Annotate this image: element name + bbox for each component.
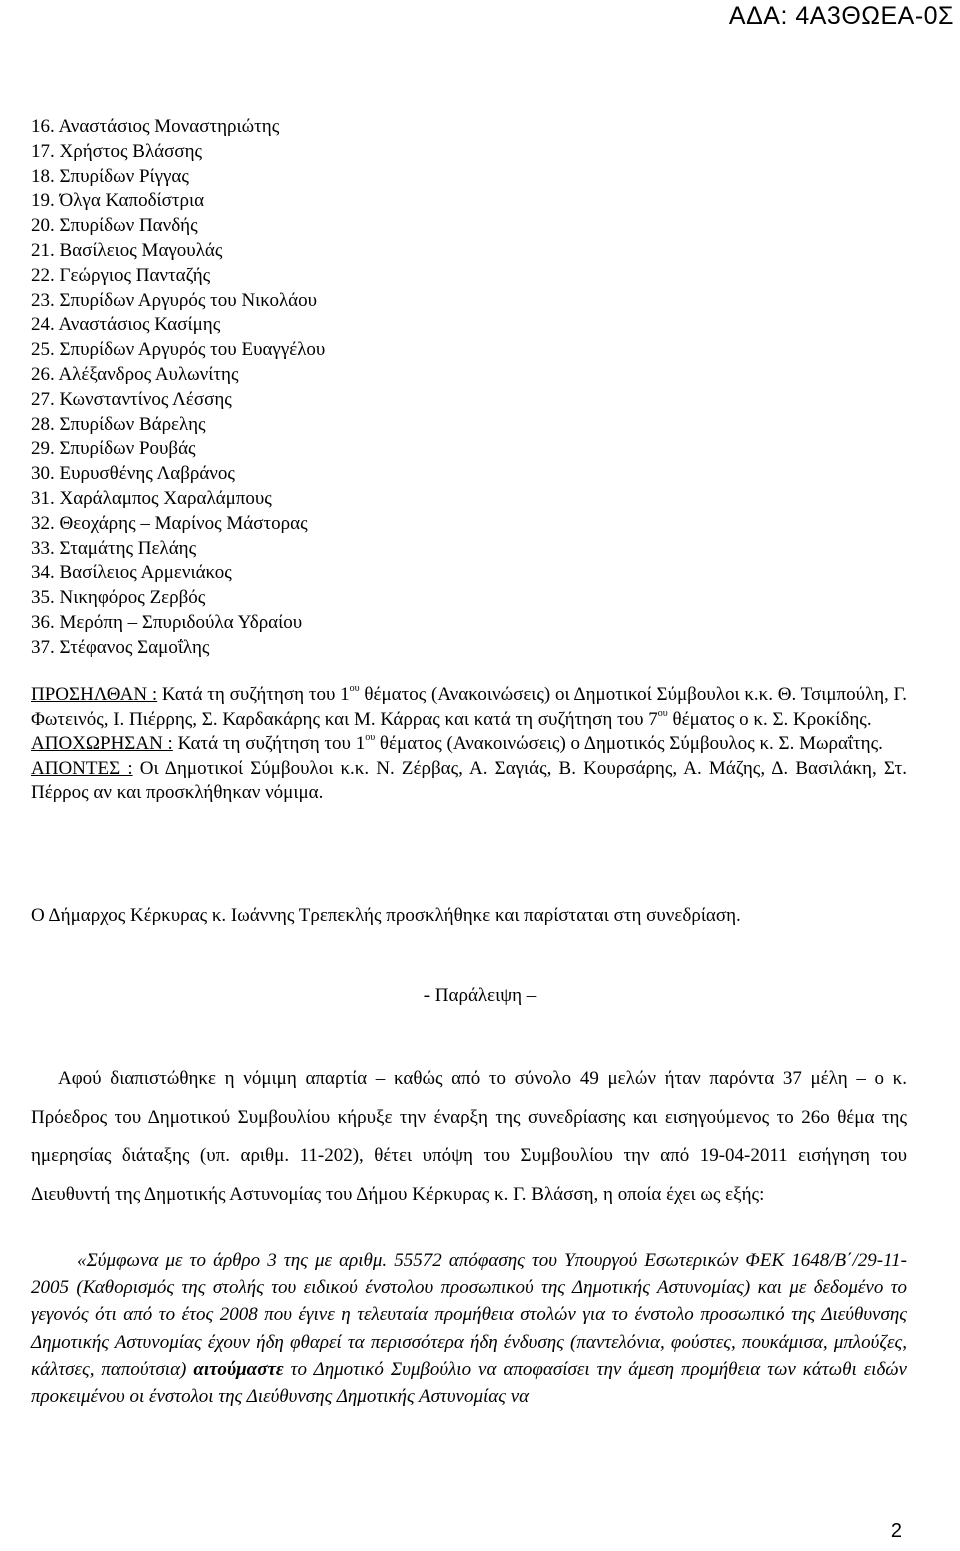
attendance-section	[31, 683, 907, 806]
member-item: 20. Σπυρίδων Πανδής	[31, 215, 198, 237]
left-text: Κατά τη συζήτηση του 1	[172, 733, 366, 755]
ordinal-sup: ου	[365, 732, 376, 744]
omission-marker: - Παράλειψη –	[423, 985, 537, 1006]
mayor-line: Ο Δήμαρχος Κέρκυρας κ. Ιωάννης Τρεπεκλής προσκλήθηκε και παρίσταται στη συνεδρίαση.	[31, 905, 741, 926]
arrived-text: Κατά τη συζήτηση του 1	[157, 684, 350, 705]
absent-paragraph	[31, 757, 907, 806]
member-item: 23. Σπυρίδων Αργυρός του Νικολάου	[31, 289, 318, 311]
absent-label: ΑΠΟΝΤΕΣ :	[31, 757, 133, 779]
member-item: 27. Κωνσταντίνος Λέσσης	[31, 388, 232, 410]
left-paragraph	[31, 732, 907, 757]
member-item: 37. Στέφανος Σαμοΐλης	[31, 636, 210, 658]
member-item: 16. Αναστάσιος Μοναστηριώτης	[31, 116, 280, 137]
member-item: 33. Σταμάτης Πελάης	[31, 537, 197, 559]
arrived-label: ΠΡΟΣΗΛΘΑΝ :	[31, 684, 158, 705]
member-item: 19. Όλγα Καποδίστρια	[31, 190, 205, 212]
member-item: 21. Βασίλειος Μαγουλάς	[31, 239, 223, 261]
arrived-text: θέματος (Ανακοινώσεις) οι Δημοτικοί Σύμβουλοι κ.κ. Θ. Τσιμπούλη, Γ. Φωτεινός, Ι. Πιέρρης, Σ. Καρδακάρης και Μ. Κάρρας και κατά τη συζήτηση του 7	[31, 684, 907, 730]
quote-text: «Σύμφωνα με το άρθρο 3 της με αριθμ. 55572 απόφασης του Υπουργού Εσωτερικών ΦΕΚ 1648/Β΄/29-11-2005 (Καθορισμός της στολής του ειδικού ένστολου προσωπικού της Δημοτικής Αστυνομίας) και με δεδομένο το γεγονός ότι από το έτος 2008 που έγινε η τελευταία προμήθεια στολών για το ένστολο προσωπικό της Διεύθυνσης Δημοτικής Αστυνομίας έχουν ήδη φθαρεί τα περισσότερα ήδη ένδυσης (παντελόνια, φούστες, πουκάμισα, μπλούζες, κάλτσες, παπούτσια)	[31, 1250, 907, 1380]
absent-text: Οι Δημοτικοί Σύμβουλοι κ.κ. Ν. Ζέρβας, Α. Σαγιάς, Β. Κουρσάρης, Α. Μάζης, Δ. Βασιλάκη, Στ. Πέρρος αν και προσκλήθηκαν νόμιμα.	[31, 757, 908, 804]
member-item: 18. Σπυρίδων Ρίγγας	[31, 165, 189, 187]
member-item: 36. Μερόπη – Σπυριδούλα Υδραίου	[31, 611, 303, 633]
ada-code: ΑΔΑ: 4Α3ΘΩΕΑ-0Σ	[728, 2, 954, 30]
member-item: 31. Χαράλαμπος Χαραλάμπους	[31, 487, 272, 509]
quote-bold-word: αιτούμαστε	[193, 1358, 284, 1380]
quote-text: το Δημοτικό Συμβούλιο να αποφασίσει την άμεση προμήθεια των κάτωθι ειδών προκειμένου οι ένστολοι της Διεύθυνσης Δημοτικής Αστυνομίας να	[31, 1358, 907, 1408]
arrived-text: θέματος ο κ. Σ. Κροκίδης.	[667, 708, 872, 730]
member-item: 30. Ευρυσθένης Λαβράνος	[31, 463, 235, 485]
member-item: 24. Αναστάσιος Κασίμης	[31, 314, 221, 336]
member-item: 17. Χρήστος Βλάσσης	[31, 140, 203, 162]
left-text: θέματος (Ανακοινώσεις) ο Δημοτικός Σύμβουλος κ. Σ. Μωραΐτης.	[375, 733, 883, 755]
body-paragraph: Αφού διαπιστώθηκε η νόμιμη απαρτία – καθώς από το σύνολο 49 μελών ήταν παρόντα 37 μέλη – ο κ. Πρόεδρος του Δημοτικού Συμβουλίου κήρυξε την έναρξη της συνεδρίασης και εισηγούμενος το 26ο θέμα της ημερησίας διάταξης (υπ. αριθμ. 11-202), θέτει υπόψη του Συμβουλίου την από 19-04-2011 εισήγηση του Διευθυντή της Δημοτικής Αστυνομίας του Δήμου Κέρκυρας κ. Γ. Βλάσση, η οποία έχει ως εξής:	[31, 1068, 907, 1206]
member-item: 32. Θεοχάρης – Μαρίνος Μάστορας	[31, 512, 308, 534]
member-item: 28. Σπυρίδων Βάρελης	[31, 413, 206, 435]
arrived-paragraph	[31, 683, 907, 732]
quote-paragraph	[31, 1247, 907, 1410]
page-number: 2	[890, 1520, 902, 1542]
ordinal-sup: ου	[349, 683, 360, 694]
council-members-list	[31, 115, 911, 661]
member-item: 29. Σπυρίδων Ρουβάς	[31, 438, 196, 460]
member-item: 34. Βασίλειος Αρμενιάκος	[31, 562, 232, 584]
member-item: 35. Νικηφόρος Ζερβός	[31, 587, 206, 609]
member-item: 26. Αλέξανδρος Αυλωνίτης	[31, 363, 239, 385]
member-item: 25. Σπυρίδων Αργυρός του Ευαγγέλου	[31, 339, 326, 361]
member-item: 22. Γεώργιος Πανταζής	[31, 264, 211, 286]
ordinal-sup: ου	[657, 707, 668, 719]
left-label: ΑΠΟΧΩΡΗΣΑΝ :	[31, 733, 173, 755]
